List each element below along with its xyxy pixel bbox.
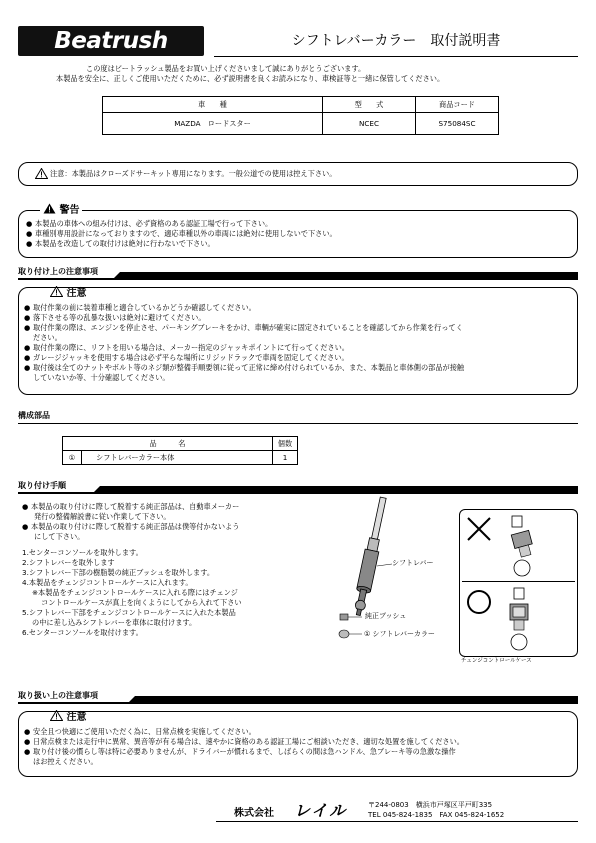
vehicle-table [102,96,499,135]
wrong-case-illustration [500,514,570,578]
list-item: ● 本製品の取り付けに際して脱着する純正部品は僕等付かないよう [22,522,240,531]
footer-rule [216,821,578,822]
intro-line: 本製品を安全に、正しくご使用いただくために、必ず説明書を良くお読みになり、車検証等と一緒に保管してください。 [56,74,445,83]
wrong-x-icon [466,516,492,542]
table-header-row [63,437,298,451]
list-item: ● 本製品の取り付けに際して脱着する純正部品は、自動車メーカー [22,502,240,511]
label-collar: ① シフトレバーカラー [364,630,435,638]
step: 5.シフトレバー下部をチェンジコントロールケースに入れた本製品 [22,608,236,617]
handling-list [24,727,572,767]
list-item-cont: していないか等、十分確認してください。 [33,373,170,382]
caution-triangle-icon [50,286,63,297]
list-item-cont: はお控えください。 [33,757,98,766]
comparison-box [459,509,578,657]
table-row [103,113,499,135]
list-item-cont: ださい。 [33,333,62,342]
warning-filled-triangle-icon [43,203,56,214]
col-header-model: 型 式 [323,97,416,113]
procedure-steps [22,548,322,638]
section-parts [18,410,578,424]
correct-circle-icon [466,589,492,615]
list-item: ● 落下させる等の乱暴な扱いは絶対に避けてください。 [24,313,206,322]
step-note: ※本製品をチェンジコントロールケースに入れる際にはチェンジ [32,588,238,597]
caution-title: 注意 [66,712,87,723]
label-bush: 純正ブッシュ [365,612,407,620]
list-item: ● 車種別専用設計になっておりますので、適応車種以外の車両には絶対に使用しないで下さい。 [26,229,337,238]
section-title: 取り扱い上の注意事項 [18,691,98,700]
warning-list [26,219,571,249]
caution-triangle-icon [50,710,63,721]
parts-table [62,436,298,465]
brand-logo: Beatrush [18,26,204,56]
step: 3.シフトレバー下部の樹脂製の純正ブッシュを取外します。 [22,568,215,577]
section-title: 取り付け上の注意事項 [18,267,98,276]
section-procedure [18,480,578,494]
footer-address: 〒244-0803 横浜市戸塚区平戸町335 [368,801,493,809]
step-note: コントロールケースが真上を向くようにしてから入れて下さい [41,598,242,607]
intro-line: この度はビートラッシュ製品をお買い上げくださいまして誠にありがとうございます。 [86,64,366,73]
section-title: 取り付け手順 [18,481,66,490]
comparison-divider [462,581,575,582]
list-item-cont: にして下さい。 [34,532,85,541]
footer [18,798,578,824]
cell-vehicle: MAZDA ロードスター [103,113,323,135]
step: 4.本製品をチェンジコントロールケースに入れます。 [22,578,193,587]
label-lever: シフトレバー [392,559,434,567]
procedure-notes [22,502,322,542]
section-handling [18,690,578,704]
cell-no: ① [63,451,82,465]
page-title: シフトレバーカラー 取付説明書 [214,26,578,57]
section-install-caution [18,266,578,280]
list-item: ● ガレージジャッキを使用する場合は必ず平らな場所にリジッドラックで車両を固定してください。 [24,353,349,362]
step: 1.センターコンソールを取外します。 [22,548,143,557]
caution-heading [50,710,86,725]
footer-brand: レイル [294,801,348,820]
list-item: ● 取付作業の際は、エンジンを停止させ、パーキングブレーキをかけ、車輌が確実に固定されていることを確認してから作業を行ってく [24,323,463,332]
footer-company: 株式会社 [234,808,274,819]
intro-text [56,64,576,84]
list-item: ● 取付作業の前に装着車種と適合しているかどうか確認してください。 [24,303,256,312]
list-item: ● 日常点検または走行中に異常、異音等が有る場合は、速やかに資格のある認証工場にご相談いただき、適切な処置を施してください。 [24,737,464,746]
warning-triangle-icon [35,168,48,182]
section-wedge [98,266,578,280]
cell-qty: 1 [273,451,298,465]
footer-contact: TEL 045-824-1835 FAX 045-824-1652 [368,811,505,819]
step: 6.センターコンソールを取付けます。 [22,628,143,637]
col-header-vehicle: 車 種 [103,97,323,113]
section-rule [18,423,578,424]
step: 2.シフトレバーを取外します [22,558,115,567]
circuit-notice [18,162,578,186]
notice-text: 注意：本製品はクローズドサーキット専用になります。一般公道での使用は控え下さい。 [50,169,337,178]
list-item: ● 本製品の車体への組み付けは、必ず資格のある認証工場で行って下さい。 [26,219,273,228]
step: の中に差し込みシフトレバーを車体に取付けます。 [32,618,197,627]
warning-heading [40,203,82,218]
col-header-name: 品 名 [63,437,273,451]
header [18,26,578,60]
section-wedge [78,480,578,494]
list-item: ● 取り付け後の慣らし等は特に必要ありませんが、ドライバーが慣れるまで、しばらくの間は急ハンドル、急ブレーキ等の急激な操作 [24,747,456,756]
caution-title: 注意 [66,288,87,299]
label-case: チェンジコントロールケース [461,658,532,664]
cell-name: シフトレバーカラー本体 [82,451,273,465]
list-item: ● 本製品を改造しての取付けは絶対に行わないで下さい。 [26,239,215,248]
table-row [63,451,298,465]
section-wedge [113,690,578,704]
section-title: 構成部品 [18,411,50,420]
install-caution-list [24,303,572,383]
cell-model: NCEC [323,113,416,135]
col-header-qty: 個数 [273,437,298,451]
list-item: ● 取付作業の際に、リフトを用いる場合は、メーカー指定のジャッキポイントにて行ってください。 [24,343,349,352]
table-header-row [103,97,499,113]
list-item: ● 安全且つ快適にご使用いただく為に、日常点検を実施してください。 [24,727,256,736]
list-item-cont: 発行の整備解説書に従い作業して下さい。 [34,512,171,521]
list-item: ● 取付後は全てのナットやボルト等のネジ類が整備手順要領に従って正常に締め付けられているか、また、本製品と車体側の部品が接触 [24,363,465,372]
caution-heading [50,286,86,301]
cell-code: S75084SC [416,113,499,135]
correct-case-illustration [500,586,570,652]
col-header-code: 商品コード [416,97,499,113]
warning-title: 警告 [59,205,80,216]
